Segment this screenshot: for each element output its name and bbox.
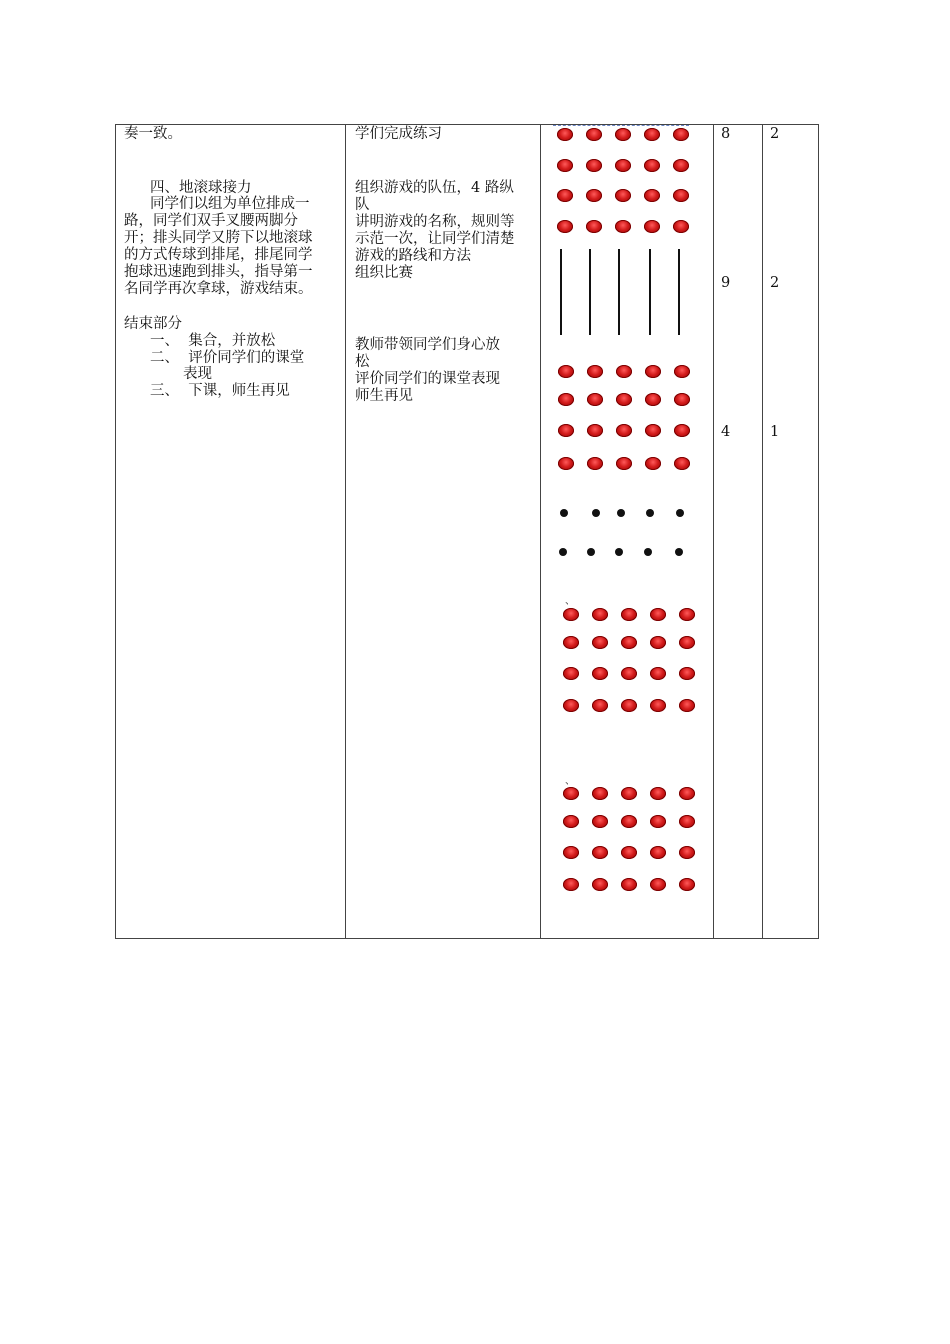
org-text: 示范一次，让同学们清楚 (355, 231, 515, 247)
student-marker (650, 878, 666, 891)
student-marker (586, 189, 602, 202)
org-text: 组织游戏的队伍，4 路纵 (355, 180, 514, 196)
org-text: 教师带领同学们身心放 (355, 337, 500, 353)
cone-marker (646, 509, 654, 517)
student-marker (645, 365, 661, 378)
content-text: 三、 下课，师生再见 (150, 383, 290, 399)
org-text: 学们完成练习 (355, 126, 442, 142)
student-marker (592, 846, 608, 859)
student-marker (592, 667, 608, 680)
cone-marker (559, 548, 567, 556)
cone-marker (617, 509, 625, 517)
content-text: 一、 集合，并放松 (150, 333, 276, 349)
student-marker (679, 846, 695, 859)
student-marker (586, 220, 602, 233)
column-divider (540, 125, 541, 938)
section-title: 四、地滚球接力 (150, 180, 252, 196)
student-marker (563, 815, 579, 828)
student-marker (674, 457, 690, 470)
content-text: 名同学再次拿球，游戏结束。 (124, 281, 313, 297)
relay-lane-line (589, 249, 591, 335)
student-marker (674, 424, 690, 437)
student-marker (615, 189, 631, 202)
student-marker (592, 608, 608, 621)
relay-lane-line (649, 249, 651, 335)
cone-marker (615, 548, 623, 556)
column-divider (762, 125, 763, 938)
student-marker (616, 393, 632, 406)
student-marker (563, 846, 579, 859)
student-marker (621, 815, 637, 828)
intensity-value: 2 (770, 275, 780, 291)
content-text: 表现 (183, 366, 212, 382)
student-marker (621, 636, 637, 649)
student-marker (558, 424, 574, 437)
cone-marker (676, 509, 684, 517)
student-marker (673, 159, 689, 172)
student-marker (592, 815, 608, 828)
student-marker (650, 699, 666, 712)
student-marker (563, 667, 579, 680)
student-marker (587, 424, 603, 437)
student-marker (563, 878, 579, 891)
student-marker (616, 365, 632, 378)
formation-marker: 、 (565, 596, 575, 607)
student-marker (557, 159, 573, 172)
column-divider (345, 125, 346, 938)
content-text: 同学们以组为单位排成一 (150, 196, 310, 212)
org-text: 松 (355, 354, 370, 370)
content-text: 开；排头同学又胯下以地滚球 (124, 230, 313, 246)
student-marker (557, 220, 573, 233)
content-text: 路，同学们双手叉腰两脚分 (124, 213, 298, 229)
cone-marker (587, 548, 595, 556)
formation-marker: 、 (565, 776, 575, 787)
count-value: 8 (721, 126, 731, 142)
student-marker (679, 667, 695, 680)
student-marker (563, 699, 579, 712)
cone-marker (644, 548, 652, 556)
student-marker (616, 424, 632, 437)
student-marker (558, 393, 574, 406)
content-text: 的方式传球到排尾，排尾同学 (124, 247, 313, 263)
student-marker (650, 636, 666, 649)
student-marker (673, 128, 689, 141)
student-marker (557, 189, 573, 202)
content-text: 抱球迅速跑到排头，指导第一 (124, 264, 313, 280)
student-marker (645, 457, 661, 470)
student-marker (587, 393, 603, 406)
student-marker (615, 220, 631, 233)
student-marker (621, 846, 637, 859)
org-text: 讲明游戏的名称，规则等 (355, 214, 515, 230)
student-marker (563, 787, 579, 800)
student-marker (644, 128, 660, 141)
cone-marker (560, 509, 568, 517)
student-marker (644, 159, 660, 172)
student-marker (592, 636, 608, 649)
content-text: 奏一致。 (124, 126, 182, 142)
dashed-line (553, 125, 689, 126)
student-marker (679, 636, 695, 649)
student-marker (644, 189, 660, 202)
relay-lane-line (560, 249, 562, 335)
student-marker (592, 878, 608, 891)
student-marker (587, 365, 603, 378)
student-marker (679, 787, 695, 800)
student-marker (679, 699, 695, 712)
intensity-value: 2 (770, 126, 780, 142)
student-marker (679, 878, 695, 891)
org-text: 师生再见 (355, 388, 413, 404)
org-text: 组织比赛 (355, 265, 413, 281)
student-marker (621, 699, 637, 712)
student-marker (650, 787, 666, 800)
student-marker (650, 846, 666, 859)
student-marker (673, 189, 689, 202)
org-text: 队 (355, 197, 370, 213)
student-marker (586, 159, 602, 172)
student-marker (586, 128, 602, 141)
section-title: 结束部分 (124, 316, 182, 332)
student-marker (650, 667, 666, 680)
student-marker (644, 220, 660, 233)
student-marker (558, 365, 574, 378)
student-marker (679, 608, 695, 621)
student-marker (645, 424, 661, 437)
student-marker (592, 699, 608, 712)
student-marker (674, 365, 690, 378)
student-marker (587, 457, 603, 470)
cone-marker (675, 548, 683, 556)
org-text: 游戏的路线和方法 (355, 248, 471, 264)
column-divider (713, 125, 714, 938)
student-marker (679, 815, 695, 828)
org-text: 评价同学们的课堂表现 (355, 371, 500, 387)
student-marker (616, 457, 632, 470)
student-marker (615, 128, 631, 141)
student-marker (563, 636, 579, 649)
student-marker (621, 787, 637, 800)
student-marker (558, 457, 574, 470)
student-marker (650, 608, 666, 621)
student-marker (650, 815, 666, 828)
content-text: 二、 评价同学们的课堂 (150, 350, 305, 366)
student-marker (621, 878, 637, 891)
student-marker (674, 393, 690, 406)
intensity-value: 1 (770, 424, 780, 440)
cone-marker (592, 509, 600, 517)
relay-lane-line (678, 249, 680, 335)
student-marker (592, 787, 608, 800)
student-marker (615, 159, 631, 172)
relay-lane-line (618, 249, 620, 335)
student-marker (621, 667, 637, 680)
student-marker (557, 128, 573, 141)
count-value: 9 (721, 275, 731, 291)
student-marker (673, 220, 689, 233)
student-marker (645, 393, 661, 406)
student-marker (621, 608, 637, 621)
student-marker (563, 608, 579, 621)
count-value: 4 (721, 424, 731, 440)
